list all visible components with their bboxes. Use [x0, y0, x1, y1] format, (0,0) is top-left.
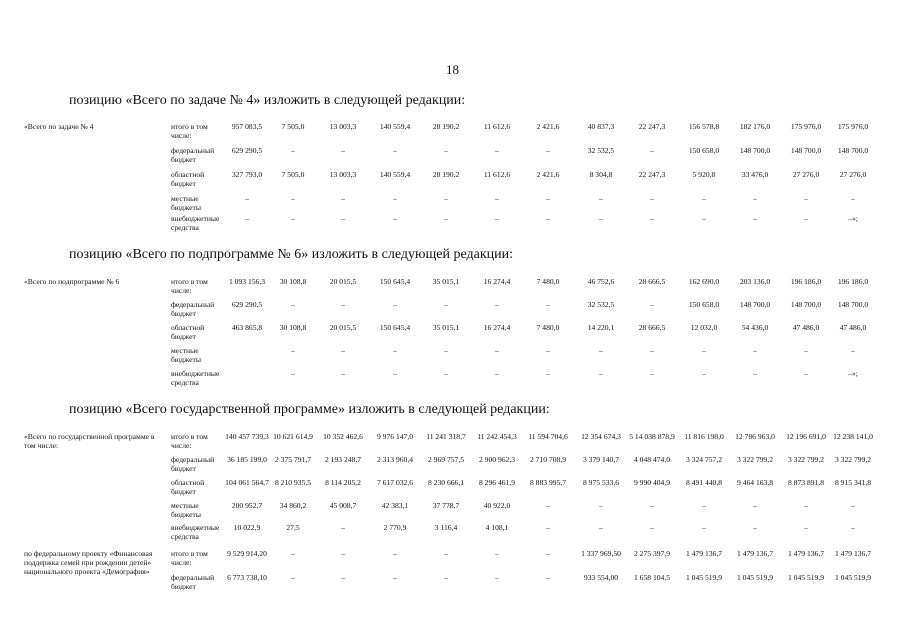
value-cell: – [650, 300, 654, 309]
value-cell: 9 990 404,9 [633, 478, 671, 487]
row-label: итого в том числе: [171, 277, 208, 295]
value-cell: 1 479 136,7 [787, 549, 825, 558]
row-label: федеральный бюджет [171, 573, 215, 591]
row-label: областной бюджет [171, 170, 205, 188]
value-cell: 11 594 704,6 [528, 432, 568, 441]
value-cell: – [546, 300, 550, 309]
value-cell: 2 375 791,7 [274, 455, 312, 464]
value-cell: 8 230 666,1 [427, 478, 465, 487]
row-label: областной бюджет [171, 323, 205, 341]
value-cell: – [341, 549, 345, 558]
value-cell: 1 045 519,9 [685, 573, 723, 582]
value-cell: 156 578,8 [688, 122, 720, 131]
value-cell: 140 559,4 [379, 122, 411, 131]
value-cell: 2 770,9 [383, 523, 407, 532]
table-row [0, 323, 905, 347]
value-cell: 35 015,1 [432, 323, 460, 332]
value-cell: 8 210 935,5 [274, 478, 312, 487]
value-cell: – [495, 146, 499, 155]
value-cell: – [291, 300, 295, 309]
table-row [0, 478, 905, 502]
value-cell: – [650, 369, 654, 378]
value-cell: – [291, 573, 295, 582]
value-cell: – [444, 214, 448, 223]
value-cell: – [546, 523, 550, 532]
value-cell: 46 752,6 [587, 277, 615, 286]
value-cell: 463 865,8 [231, 323, 263, 332]
value-cell: 3 322 799,2 [736, 455, 774, 464]
table-row [0, 146, 905, 170]
value-cell: 1 337 969,50 [581, 549, 621, 558]
value-cell: 1 093 156,3 [228, 277, 266, 286]
value-cell: – [599, 214, 603, 223]
value-cell: – [291, 549, 295, 558]
value-cell: 28 666,5 [638, 323, 666, 332]
value-cell: 10 621 614,9 [273, 432, 313, 441]
value-cell: 8 883 995,7 [529, 478, 567, 487]
table-row [0, 432, 905, 456]
value-cell: 8 304,8 [589, 170, 613, 179]
value-cell: – [546, 549, 550, 558]
value-cell: – [393, 300, 397, 309]
value-cell: – [341, 523, 345, 532]
value-cell: 327 793,0 [231, 170, 263, 179]
value-cell: – [393, 573, 397, 582]
section-heading-state-program: позицию «Всего государственной программе» изложить в следующей редакции: [69, 402, 550, 417]
value-cell: 14 220,1 [587, 323, 615, 332]
value-cell: – [546, 573, 550, 582]
value-cell: – [804, 501, 808, 510]
value-cell: 150 658,0 [688, 300, 720, 309]
value-cell: – [341, 146, 345, 155]
value-cell: – [702, 523, 706, 532]
value-cell: 140 559,4 [379, 170, 411, 179]
value-cell: – [650, 501, 654, 510]
table-row [0, 455, 905, 479]
value-cell: 16 274,4 [483, 277, 511, 286]
value-cell: – [444, 369, 448, 378]
value-cell: – [444, 573, 448, 582]
value-cell: – [650, 346, 654, 355]
value-cell: – [341, 214, 345, 223]
value-cell: 30 108,8 [279, 277, 307, 286]
row-label: федеральный бюджет [171, 300, 215, 318]
row-name: «Всего по государственной программе в том числе: [24, 432, 155, 450]
value-cell: – [650, 194, 654, 203]
value-cell: – [650, 214, 654, 223]
value-cell: – [851, 523, 855, 532]
value-cell: 28 666,5 [638, 277, 666, 286]
value-cell: – [851, 194, 855, 203]
value-cell: 148 700,0 [837, 300, 869, 309]
value-cell: – [702, 194, 706, 203]
value-cell: 32 532,5 [587, 146, 615, 155]
value-cell: 47 486,0 [839, 323, 867, 332]
row-name: «Всего по задаче № 4 [24, 122, 94, 131]
row-name: «Всего по подпрограмме № 6 [24, 277, 120, 286]
row-label: федеральный бюджет [171, 146, 215, 164]
value-cell: 9 464 163,8 [736, 478, 774, 487]
value-cell: – [599, 523, 603, 532]
value-cell: – [245, 214, 249, 223]
table-row [0, 170, 905, 194]
value-cell: 5 14 038 878,9 [629, 432, 675, 441]
value-cell: 175 976,0 [790, 122, 822, 131]
value-cell: 8 296 461,9 [478, 478, 516, 487]
row-label: федеральный бюджет [171, 455, 215, 473]
value-cell: 22 247,3 [638, 170, 666, 179]
value-cell: – [291, 146, 295, 155]
value-cell: – [495, 300, 499, 309]
value-cell: 20 015,5 [329, 277, 357, 286]
value-cell: 5 920,8 [692, 170, 716, 179]
value-cell: – [546, 194, 550, 203]
value-cell: – [804, 346, 808, 355]
value-cell: 957 083,5 [231, 122, 263, 131]
value-cell: 10 022,9 [233, 523, 261, 532]
value-cell: 7 617 032,6 [376, 478, 414, 487]
row-label: внебюджетные средства [171, 523, 220, 541]
value-cell: 3 116,4 [434, 523, 458, 532]
value-cell: 140 457 739,3 [225, 432, 269, 441]
row-label: внебюджетные средства [171, 214, 220, 232]
value-cell: 1 045 519,9 [834, 573, 872, 582]
table-row [0, 369, 905, 393]
value-cell: – [341, 573, 345, 582]
value-cell: – [702, 346, 706, 355]
value-cell: 35 015,1 [432, 277, 460, 286]
value-cell: – [393, 146, 397, 155]
row-label: внебюджетные средства [171, 369, 220, 387]
value-cell: 2 193 248,7 [324, 455, 362, 464]
value-cell: 27 276,0 [839, 170, 867, 179]
value-cell: – [341, 300, 345, 309]
value-cell: 8 114 205,2 [325, 478, 361, 487]
value-cell: 16 274,4 [483, 323, 511, 332]
value-cell: 11 612,6 [483, 122, 511, 131]
value-cell: 9 529 914,20 [227, 549, 267, 558]
value-cell: 27 276,0 [792, 170, 820, 179]
value-cell: – [753, 523, 757, 532]
value-cell: – [599, 346, 603, 355]
value-cell: – [599, 194, 603, 203]
value-cell: – [495, 549, 499, 558]
value-cell: – [444, 346, 448, 355]
value-cell: – [291, 214, 295, 223]
value-cell: – [393, 549, 397, 558]
value-cell: 148 700,0 [837, 146, 869, 155]
row-label: итого в том числе: [171, 432, 208, 450]
value-cell: – [546, 214, 550, 223]
value-cell: 629 290,5 [231, 300, 263, 309]
value-cell: – [702, 501, 706, 510]
value-cell: 1 658 104,5 [633, 573, 671, 582]
value-cell: 11 242 454,3 [477, 432, 517, 441]
value-cell: 40 837,3 [587, 122, 615, 131]
value-cell: 6 773 738,10 [227, 573, 267, 582]
value-cell: 8 491 440,8 [685, 478, 723, 487]
row-label: итого в том числе: [171, 549, 208, 567]
value-cell: 182 176,0 [739, 122, 771, 131]
value-cell: 196 186,0 [837, 277, 869, 286]
value-cell: – [341, 346, 345, 355]
value-cell: – [444, 194, 448, 203]
value-cell: 42 383,1 [381, 501, 409, 510]
value-cell: – [804, 194, 808, 203]
value-cell: – [245, 194, 249, 203]
value-cell: 36 185 199,0 [227, 455, 267, 464]
value-cell: 12 354 674,3 [581, 432, 621, 441]
value-cell: 148 700,0 [739, 146, 771, 155]
value-cell: – [341, 369, 345, 378]
value-cell: – [495, 214, 499, 223]
page-number: 18 [446, 62, 459, 77]
value-cell: 34 860,2 [279, 501, 307, 510]
value-cell: 10 352 462,6 [323, 432, 363, 441]
value-cell: 2 969 757,5 [427, 455, 465, 464]
value-cell: 3 322 799,2 [787, 455, 825, 464]
table-row [0, 523, 905, 547]
value-cell: – [495, 573, 499, 582]
value-cell: 104 061 564,7 [225, 478, 269, 487]
value-cell: 1 045 519,9 [787, 573, 825, 582]
value-cell: 28 190,2 [432, 122, 460, 131]
value-cell: 7 480,0 [536, 277, 560, 286]
value-cell: 11 816 198,0 [684, 432, 724, 441]
value-cell: – [393, 346, 397, 355]
value-cell: 150 658,0 [688, 146, 720, 155]
value-cell: – [546, 346, 550, 355]
value-cell: 933 554,00 [583, 573, 619, 582]
table-row [0, 214, 905, 238]
value-cell: – [444, 146, 448, 155]
value-cell: 148 700,0 [790, 300, 822, 309]
value-cell: 47 486,0 [792, 323, 820, 332]
value-cell: – [495, 194, 499, 203]
value-cell: – [341, 194, 345, 203]
value-cell: 2 421,6 [536, 170, 560, 179]
value-cell: 20 015,5 [329, 323, 357, 332]
value-cell: – [753, 346, 757, 355]
value-cell: – [599, 369, 603, 378]
value-cell: –»; [848, 214, 858, 223]
value-cell: – [546, 369, 550, 378]
value-cell: –»; [848, 369, 858, 378]
value-cell: 45 008,7 [329, 501, 357, 510]
value-cell: 7 480,0 [536, 323, 560, 332]
table-row [0, 346, 905, 370]
value-cell: 150 645,4 [379, 277, 411, 286]
row-name: по федеральному проекту «Финансовая поддержка семей при рождении детей» национального проекта «Демография» [24, 549, 153, 576]
value-cell: 32 532,5 [587, 300, 615, 309]
value-cell: 28 190,2 [432, 170, 460, 179]
value-cell: 200 952,7 [231, 501, 263, 510]
row-label: местные бюджеты [171, 501, 201, 519]
value-cell: 30 108,8 [279, 323, 307, 332]
value-cell: 162 690,0 [688, 277, 720, 286]
value-cell: 7 505,0 [281, 170, 305, 179]
value-cell: – [444, 300, 448, 309]
value-cell: – [753, 214, 757, 223]
value-cell: – [393, 214, 397, 223]
value-cell: – [495, 369, 499, 378]
value-cell: – [851, 501, 855, 510]
value-cell: – [702, 369, 706, 378]
value-cell: 12 196 691,0 [786, 432, 826, 441]
value-cell: – [753, 194, 757, 203]
value-cell: – [444, 549, 448, 558]
value-cell: 8 915 341,8 [834, 478, 872, 487]
value-cell: – [599, 501, 603, 510]
value-cell: – [291, 369, 295, 378]
value-cell: 4 048 474,0 [633, 455, 671, 464]
value-cell: 54 436,0 [741, 323, 769, 332]
value-cell: 4 108,1 [485, 523, 509, 532]
value-cell: – [291, 346, 295, 355]
value-cell: – [753, 369, 757, 378]
value-cell: 2 421,6 [536, 122, 560, 131]
value-cell: – [650, 523, 654, 532]
value-cell: – [546, 501, 550, 510]
value-cell: 3 379 140,7 [582, 455, 620, 464]
row-label: местные бюджеты [171, 194, 201, 212]
table-row [0, 549, 905, 576]
value-cell: 2 313 960,4 [376, 455, 414, 464]
value-cell: 2 900 962,3 [478, 455, 516, 464]
value-cell: 22 247,3 [638, 122, 666, 131]
value-cell: 1 045 519,9 [736, 573, 774, 582]
value-cell: – [546, 146, 550, 155]
value-cell: 148 700,0 [739, 300, 771, 309]
value-cell: – [804, 369, 808, 378]
value-cell: 175 976,0 [837, 122, 869, 131]
table-row [0, 122, 905, 146]
value-cell: 11 241 318,7 [426, 432, 466, 441]
value-cell: – [702, 214, 706, 223]
section-heading-task-4: позицию «Всего по задаче № 4» изложить в следующей редакции: [69, 93, 466, 108]
value-cell: – [851, 346, 855, 355]
row-label: областной бюджет [171, 478, 205, 496]
value-cell: 3 324 757,2 [685, 455, 723, 464]
value-cell: – [804, 214, 808, 223]
value-cell: – [495, 346, 499, 355]
value-cell: 8 873 891,8 [787, 478, 825, 487]
value-cell: – [393, 369, 397, 378]
value-cell: 8 975 533,6 [582, 478, 620, 487]
value-cell: 7 505,0 [281, 122, 305, 131]
value-cell: – [804, 523, 808, 532]
value-cell: 12 032,0 [690, 323, 718, 332]
value-cell: 629 290,5 [231, 146, 263, 155]
value-cell: 148 700,0 [790, 146, 822, 155]
value-cell: 196 186,0 [790, 277, 822, 286]
value-cell: 2 275 397,9 [633, 549, 671, 558]
table-row [0, 501, 905, 525]
table-row [0, 277, 905, 301]
value-cell: 12 238 141,0 [833, 432, 873, 441]
value-cell: 13 003,3 [329, 122, 357, 131]
value-cell: 11 612,6 [483, 170, 511, 179]
value-cell: 1 479 136,7 [834, 549, 872, 558]
value-cell: 33 476,0 [741, 170, 769, 179]
value-cell: 150 645,4 [379, 323, 411, 332]
value-cell: 3 322 799,2 [834, 455, 872, 464]
row-label: местные бюджеты [171, 346, 201, 364]
value-cell: 203 136,0 [739, 277, 771, 286]
row-label: итого в том числе: [171, 122, 208, 140]
table-row [0, 300, 905, 324]
value-cell: – [393, 194, 397, 203]
value-cell: 27,5 [286, 523, 300, 532]
value-cell: – [650, 146, 654, 155]
value-cell: 37 778,7 [432, 501, 460, 510]
value-cell: – [291, 194, 295, 203]
value-cell: 12 786 963,0 [735, 432, 775, 441]
value-cell: 2 710 708,9 [529, 455, 567, 464]
table-row [0, 573, 905, 597]
section-heading-subprogram-6: позицию «Всего по подпрограмме № 6» изложить в следующей редакции: [69, 247, 514, 262]
value-cell: 1 479 136,7 [685, 549, 723, 558]
value-cell: 40 922,0 [483, 501, 511, 510]
value-cell: 9 976 147,0 [376, 432, 414, 441]
value-cell: 1 479 136,7 [736, 549, 774, 558]
value-cell: – [753, 501, 757, 510]
value-cell: 13 003,3 [329, 170, 357, 179]
